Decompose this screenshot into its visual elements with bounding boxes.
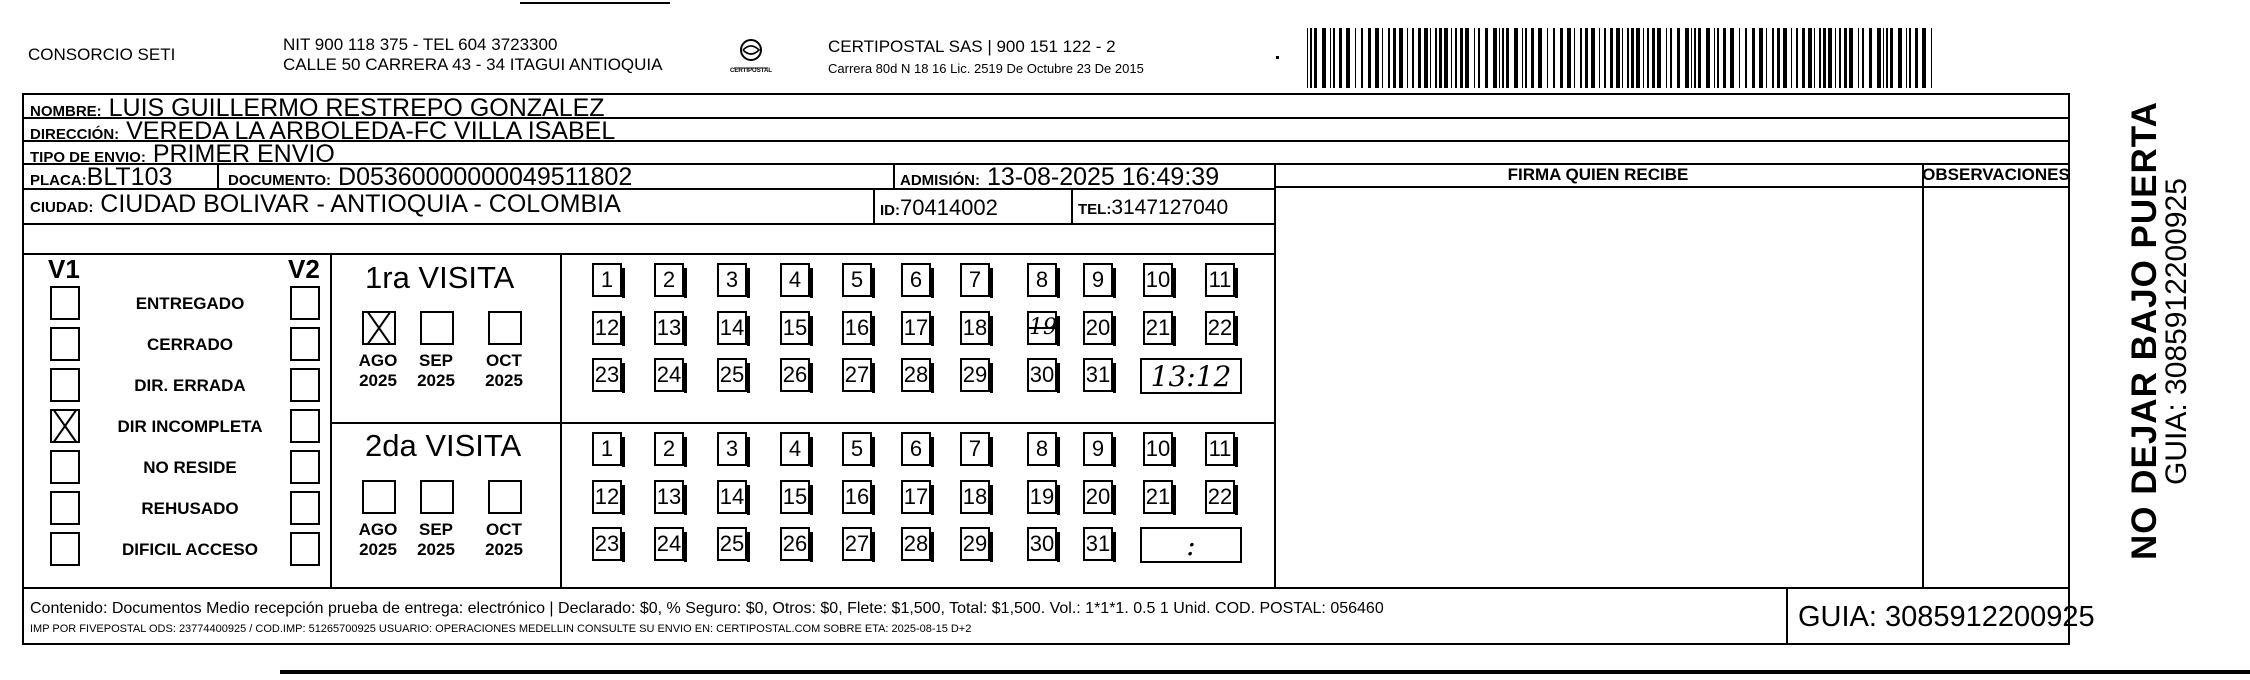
day-box[interactable]: 31	[1083, 527, 1113, 561]
day-box[interactable]: 4	[780, 432, 810, 466]
ciudad-label: CIUDAD:	[30, 199, 94, 216]
dot-mark	[1276, 56, 1279, 59]
month-label: SEP	[418, 520, 454, 539]
day-box[interactable]: 19	[1027, 480, 1057, 514]
day-box[interactable]: 24	[654, 358, 684, 392]
v2-header: V2	[288, 254, 320, 284]
month-label: OCT	[486, 520, 522, 539]
day-box[interactable]: 3	[717, 263, 747, 297]
field-divider	[893, 163, 895, 188]
month-label: AGO	[358, 520, 398, 539]
side-guia: GUIA: 3085912200925	[2160, 178, 2193, 485]
observaciones-header: OBSERVACIONES	[1922, 165, 2070, 184]
status-label: REHUSADO	[141, 499, 239, 518]
ciudad-value: CIUDAD BOLIVAR - ANTIOQUIA - COLOMBIA	[100, 190, 621, 218]
ciudad-field	[30, 190, 621, 222]
year-label: 2025	[359, 371, 397, 390]
visit-divider	[560, 253, 562, 587]
logo-caption: CERTIPOSTAL	[730, 68, 772, 74]
v1-checkbox[interactable]	[50, 491, 80, 525]
col-line	[1922, 163, 1924, 587]
day-box[interactable]: 2	[654, 432, 684, 466]
year-label: 2025	[485, 540, 523, 559]
row-line	[22, 253, 1274, 255]
day-box[interactable]: 2	[654, 263, 684, 297]
month-label: OCT	[486, 351, 522, 370]
day-box[interactable]: 16	[842, 311, 872, 345]
company-name: CONSORCIO SETI	[28, 45, 176, 64]
field-divider	[873, 188, 875, 223]
day-box[interactable]: 30	[1027, 358, 1057, 392]
status-label: DIR INCOMPLETA	[117, 417, 263, 436]
v1-checkbox[interactable]	[50, 532, 80, 566]
v2-checkbox[interactable]	[290, 491, 320, 525]
documento-value: D05360000000049511802	[338, 163, 633, 191]
day-box[interactable]: 9	[1083, 263, 1113, 297]
field-divider	[1071, 188, 1073, 223]
nombre-value: LUIS GUILLERMO RESTREPO GONZALEZ	[108, 94, 605, 122]
day-box[interactable]: 9	[1083, 432, 1113, 466]
visit1-title: 1ra VISITA	[365, 260, 515, 295]
month-checkbox[interactable]	[420, 480, 454, 514]
day-box[interactable]: 27	[842, 358, 872, 392]
day-box[interactable]: 11	[1205, 263, 1235, 297]
day-box[interactable]: 16	[842, 480, 872, 514]
v2-checkbox[interactable]	[290, 327, 320, 361]
day-box[interactable]: 29	[960, 527, 990, 561]
day-box[interactable]: 18	[960, 480, 990, 514]
day-box[interactable]: 7	[960, 263, 990, 297]
day-box[interactable]: 27	[842, 527, 872, 561]
day-box[interactable]: 8	[1027, 432, 1057, 466]
nombre-label: NOMBRE:	[30, 103, 102, 120]
visit-separator	[330, 422, 1274, 424]
no-dejar-bajo-puerta: NO DEJAR BAJO PUERTA	[2125, 101, 2164, 560]
day-box[interactable]: 26	[780, 358, 810, 392]
year-label: 2025	[359, 540, 397, 559]
tel-field	[1078, 194, 1228, 224]
month-checkbox[interactable]	[362, 311, 396, 345]
day-box[interactable]: 22	[1205, 480, 1235, 514]
v2-checkbox[interactable]	[290, 368, 320, 402]
field-divider	[217, 163, 219, 188]
id-label: ID:	[880, 202, 900, 219]
direccion-label: DIRECCIÓN:	[30, 126, 120, 143]
day-box[interactable]: 21	[1143, 480, 1173, 514]
day-box[interactable]: 1	[592, 432, 622, 466]
day-box[interactable]: 6	[901, 263, 931, 297]
v1-checkbox[interactable]	[50, 368, 80, 402]
certipostal-logo	[730, 34, 772, 82]
month-checkbox[interactable]	[362, 480, 396, 514]
month-label: AGO	[358, 351, 398, 370]
day-box[interactable]: 14	[717, 311, 747, 345]
time-box[interactable]: :	[1140, 527, 1242, 563]
admision-label: ADMISIÓN:	[900, 172, 980, 189]
status-label: NO RESIDE	[143, 458, 237, 477]
footer-contenido: Contenido: Documentos Medio recepción prueba de entrega: electrónico | Declarado: $0, % Seguro: $0, Otros: $0, Flete: $1,500, Total: $1,500. Vol.: 1*1*1. 0.5 1 Unid. COD. POSTAL: 056460	[30, 600, 1384, 617]
day-box[interactable]: 31	[1083, 358, 1113, 392]
v1-checkbox[interactable]	[50, 409, 80, 443]
col-header-line	[1274, 186, 2070, 188]
day-box[interactable]: 20	[1083, 480, 1113, 514]
bottom-rule	[280, 670, 2250, 674]
placa-label: PLACA:	[30, 172, 87, 189]
day-box[interactable]: 25	[717, 527, 747, 561]
tipo-value: PRIMER ENVIO	[152, 140, 335, 168]
day-box[interactable]: 22	[1205, 311, 1235, 345]
tel-label: TEL:	[1078, 201, 1112, 218]
day-box[interactable]	[1027, 311, 1057, 345]
day-box[interactable]: 30	[1027, 527, 1057, 561]
month-checkbox[interactable]	[420, 311, 454, 345]
admision-value: 13-08-2025 16:49:39	[986, 163, 1220, 191]
id-value: 70414002	[900, 195, 998, 220]
day-box[interactable]: 21	[1143, 311, 1173, 345]
visit2-title: 2da VISITA	[365, 428, 522, 463]
day-box[interactable]: 1	[592, 263, 622, 297]
firma-header: FIRMA QUIEN RECIBE	[1507, 165, 1689, 184]
nit-line: NIT 900 118 375 - TEL 604 3723300	[283, 35, 558, 54]
day-box[interactable]: 17	[901, 311, 931, 345]
day-box[interactable]: 12	[592, 311, 622, 345]
day-box[interactable]: 14	[717, 480, 747, 514]
tipo-label: TIPO DE ENVIO:	[30, 149, 146, 166]
day-box[interactable]: 3	[717, 432, 747, 466]
day-box[interactable]: 28	[901, 358, 931, 392]
tel-value: 3147127040	[1111, 196, 1229, 219]
direccion-value: VEREDA LA ARBOLEDA-FC VILLA ISABEL	[126, 117, 616, 145]
day-box[interactable]: 6	[901, 432, 931, 466]
documento-label: DOCUMENTO:	[228, 172, 332, 189]
day-box[interactable]: 28	[901, 527, 931, 561]
day-box[interactable]: 18	[960, 311, 990, 345]
v2-checkbox[interactable]	[290, 409, 320, 443]
day-box[interactable]: 25	[717, 358, 747, 392]
v2-checkbox[interactable]	[290, 286, 320, 320]
day-box[interactable]: 7	[960, 432, 990, 466]
placa-value: BLT103	[86, 163, 173, 191]
day-box[interactable]: 4	[780, 263, 810, 297]
day-box[interactable]: 26	[780, 527, 810, 561]
v1-header: V1	[48, 254, 80, 284]
status-label: ENTREGADO	[135, 294, 245, 313]
status-divider	[330, 253, 332, 587]
status-label: CERRADO	[147, 335, 233, 354]
day-box[interactable]: 5	[842, 432, 872, 466]
footer-imp: IMP POR FIVEPOSTAL ODS: 23774400925 / COD.IMP: 51265700925 USUARIO: OPERACIONES MEDELLIN CONSULTE SU ENVIO EN: CERTIPOSTAL.COM SOBRE ETA: 2025-08-15 D+2	[30, 623, 972, 635]
year-label: 2025	[417, 371, 455, 390]
year-label: 2025	[417, 540, 455, 559]
month-label: SEP	[418, 351, 454, 370]
id-field	[880, 194, 998, 225]
v2-checkbox[interactable]	[290, 532, 320, 566]
footer-divider	[1786, 587, 1788, 645]
col-line	[1274, 163, 1276, 587]
day-box[interactable]: 23	[592, 527, 622, 561]
v1-checkbox[interactable]	[50, 286, 80, 320]
address-line: CALLE 50 CARRERA 43 - 34 ITAGUI ANTIOQUIA	[283, 55, 663, 74]
barcode	[1307, 28, 1937, 88]
day-box[interactable]: 29	[960, 358, 990, 392]
v2-checkbox[interactable]	[290, 450, 320, 484]
day-box[interactable]: 15	[780, 311, 810, 345]
v1-checkbox[interactable]	[50, 450, 80, 484]
day-box[interactable]: 12	[592, 480, 622, 514]
day-box[interactable]: 23	[592, 358, 622, 392]
certipostal-line: CERTIPOSTAL SAS | 900 151 122 - 2	[828, 37, 1116, 56]
footer-guia: GUIA: 3085912200925	[1798, 601, 2095, 633]
marked-day: 19	[1029, 315, 1057, 340]
time-box[interactable]: 13:12	[1140, 358, 1242, 394]
admision-field	[900, 163, 1219, 195]
day-box[interactable]: 17	[901, 480, 931, 514]
month-checkbox[interactable]	[488, 480, 522, 514]
day-box[interactable]: 8	[1027, 263, 1057, 297]
day-box[interactable]: 15	[780, 480, 810, 514]
day-box[interactable]: 24	[654, 527, 684, 561]
day-box[interactable]: 13	[654, 311, 684, 345]
day-box[interactable]: 5	[842, 263, 872, 297]
status-label: DIR. ERRADA	[134, 376, 246, 395]
day-box[interactable]: 20	[1083, 311, 1113, 345]
row-line	[22, 587, 2070, 589]
day-box[interactable]: 10	[1143, 263, 1173, 297]
v1-checkbox[interactable]	[50, 327, 80, 361]
day-box[interactable]: 11	[1205, 432, 1235, 466]
day-box[interactable]: 13	[654, 480, 684, 514]
month-checkbox[interactable]	[488, 311, 522, 345]
top-rule	[520, 2, 670, 4]
status-label: DIFICIL ACCESO	[121, 540, 258, 559]
year-label: 2025	[485, 371, 523, 390]
license-line: Carrera 80d N 18 16 Lic. 2519 De Octubre 23 De 2015	[828, 61, 1144, 76]
day-box[interactable]: 10	[1143, 432, 1173, 466]
